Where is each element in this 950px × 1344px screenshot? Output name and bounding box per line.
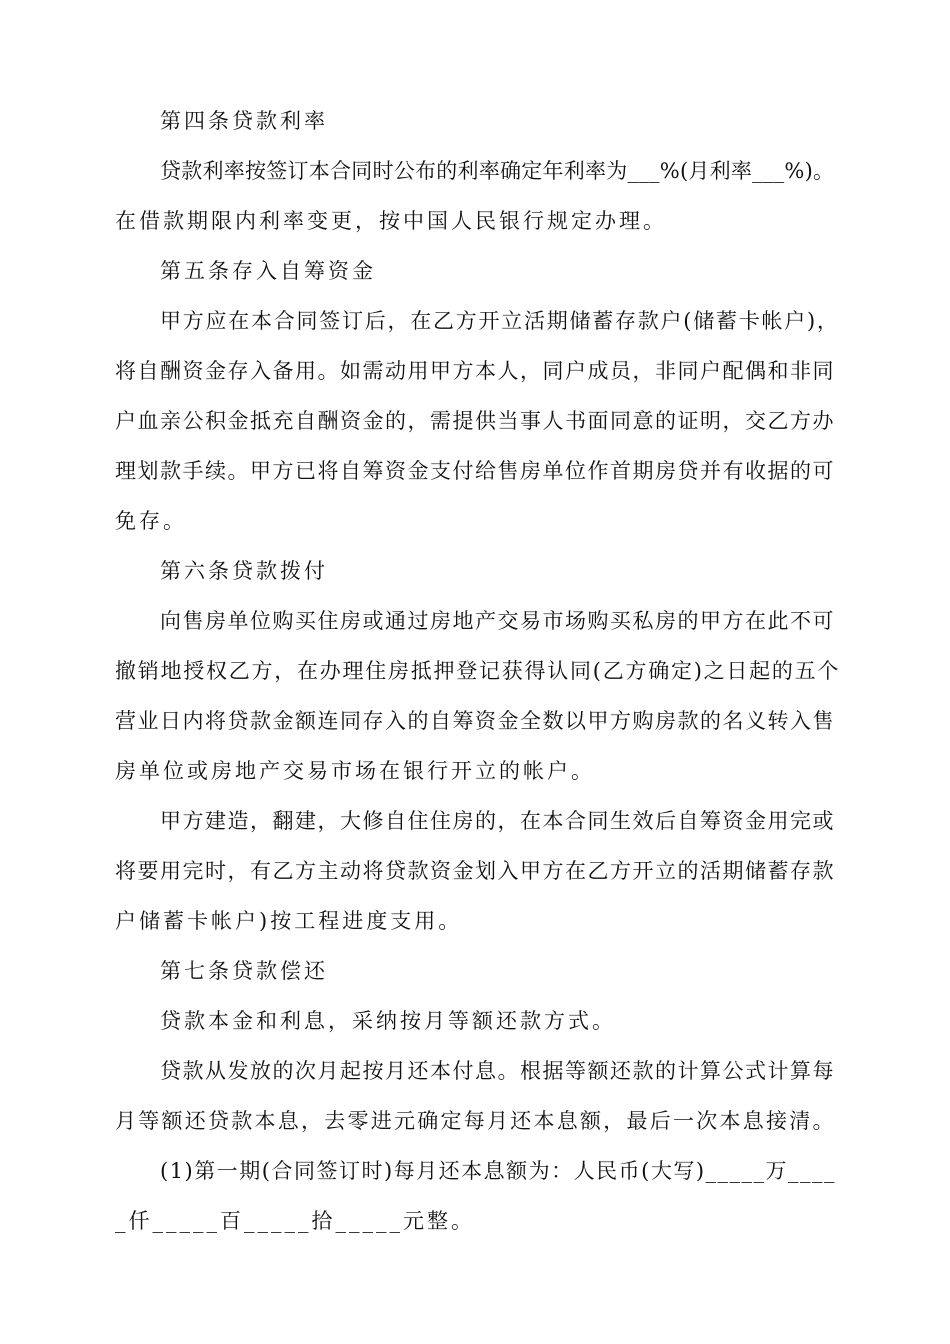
paragraph-line: 将要用完时，有乙方主动将贷款资金划入甲方在乙方开立的活期储蓄存款 xyxy=(115,859,835,883)
paragraph-line: 甲方应在本合同签订后，在乙方开立活期储蓄存款户(储蓄卡帐户)， xyxy=(160,309,840,333)
paragraph-line: 月等额还贷款本息，去零进元确定每月还本息额，最后一次本息接清。 xyxy=(115,1109,836,1133)
paragraph-line: 将自酬资金存入备用。如需动用甲方本人，同户成员，非同户配偶和非同 xyxy=(115,359,835,383)
paragraph-line: 理划款手续。甲方已将自筹资金支付给售房单位作首期房贷并有收据的可 xyxy=(115,459,835,483)
paragraph-line: 撤销地授权乙方，在办理住房抵押登记获得认同(乙方确定)之日起的五个 xyxy=(115,659,841,683)
paragraph-line: 房单位或房地产交易市场在银行开立的帐户。 xyxy=(115,759,595,783)
article-6-heading: 第六条贷款拨付 xyxy=(160,559,328,583)
paragraph-line: 户血亲公积金抵充自酬资金的，需提供当事人书面同意的证明，交乙方办 xyxy=(115,409,835,433)
paragraph-line: 向售房单位购买住房或通过房地产交易市场购买私房的甲方在此不可 xyxy=(160,609,835,633)
paragraph-line: 营业日内将贷款金额连同存入的自筹资金全数以甲方购房款的名义转入售 xyxy=(115,709,835,733)
paragraph-line: _仟_____百_____拾_____元整。 xyxy=(115,1209,475,1233)
paragraph-line: (1)第一期(合同签订时)每月还本息额为：人民币(大写)_____万____ xyxy=(160,1159,837,1183)
paragraph-line: 户储蓄卡帐户)按工程进度支用。 xyxy=(115,909,463,933)
paragraph-line: 甲方建造，翻建，大修自住住房的，在本合同生效后自筹资金用完或 xyxy=(160,809,835,833)
article-7-heading: 第七条贷款偿还 xyxy=(160,959,328,983)
paragraph-line: 贷款本金和利息，采纳按月等额还款方式。 xyxy=(160,1009,616,1033)
paragraph-line: 免存。 xyxy=(115,509,187,533)
paragraph-line: 在借款期限内利率变更，按中国人民银行规定办理。 xyxy=(115,209,667,233)
paragraph-line: 贷款利率按签订本合同时公布的利率确定年利率为___%(月利率___%)。 xyxy=(160,159,835,183)
article-5-heading: 第五条存入自筹资金 xyxy=(160,259,376,283)
paragraph-line: 贷款从发放的次月起按月还本付息。根据等额还款的计算公式计算每 xyxy=(160,1059,835,1083)
article-4-heading: 第四条贷款利率 xyxy=(160,109,328,133)
